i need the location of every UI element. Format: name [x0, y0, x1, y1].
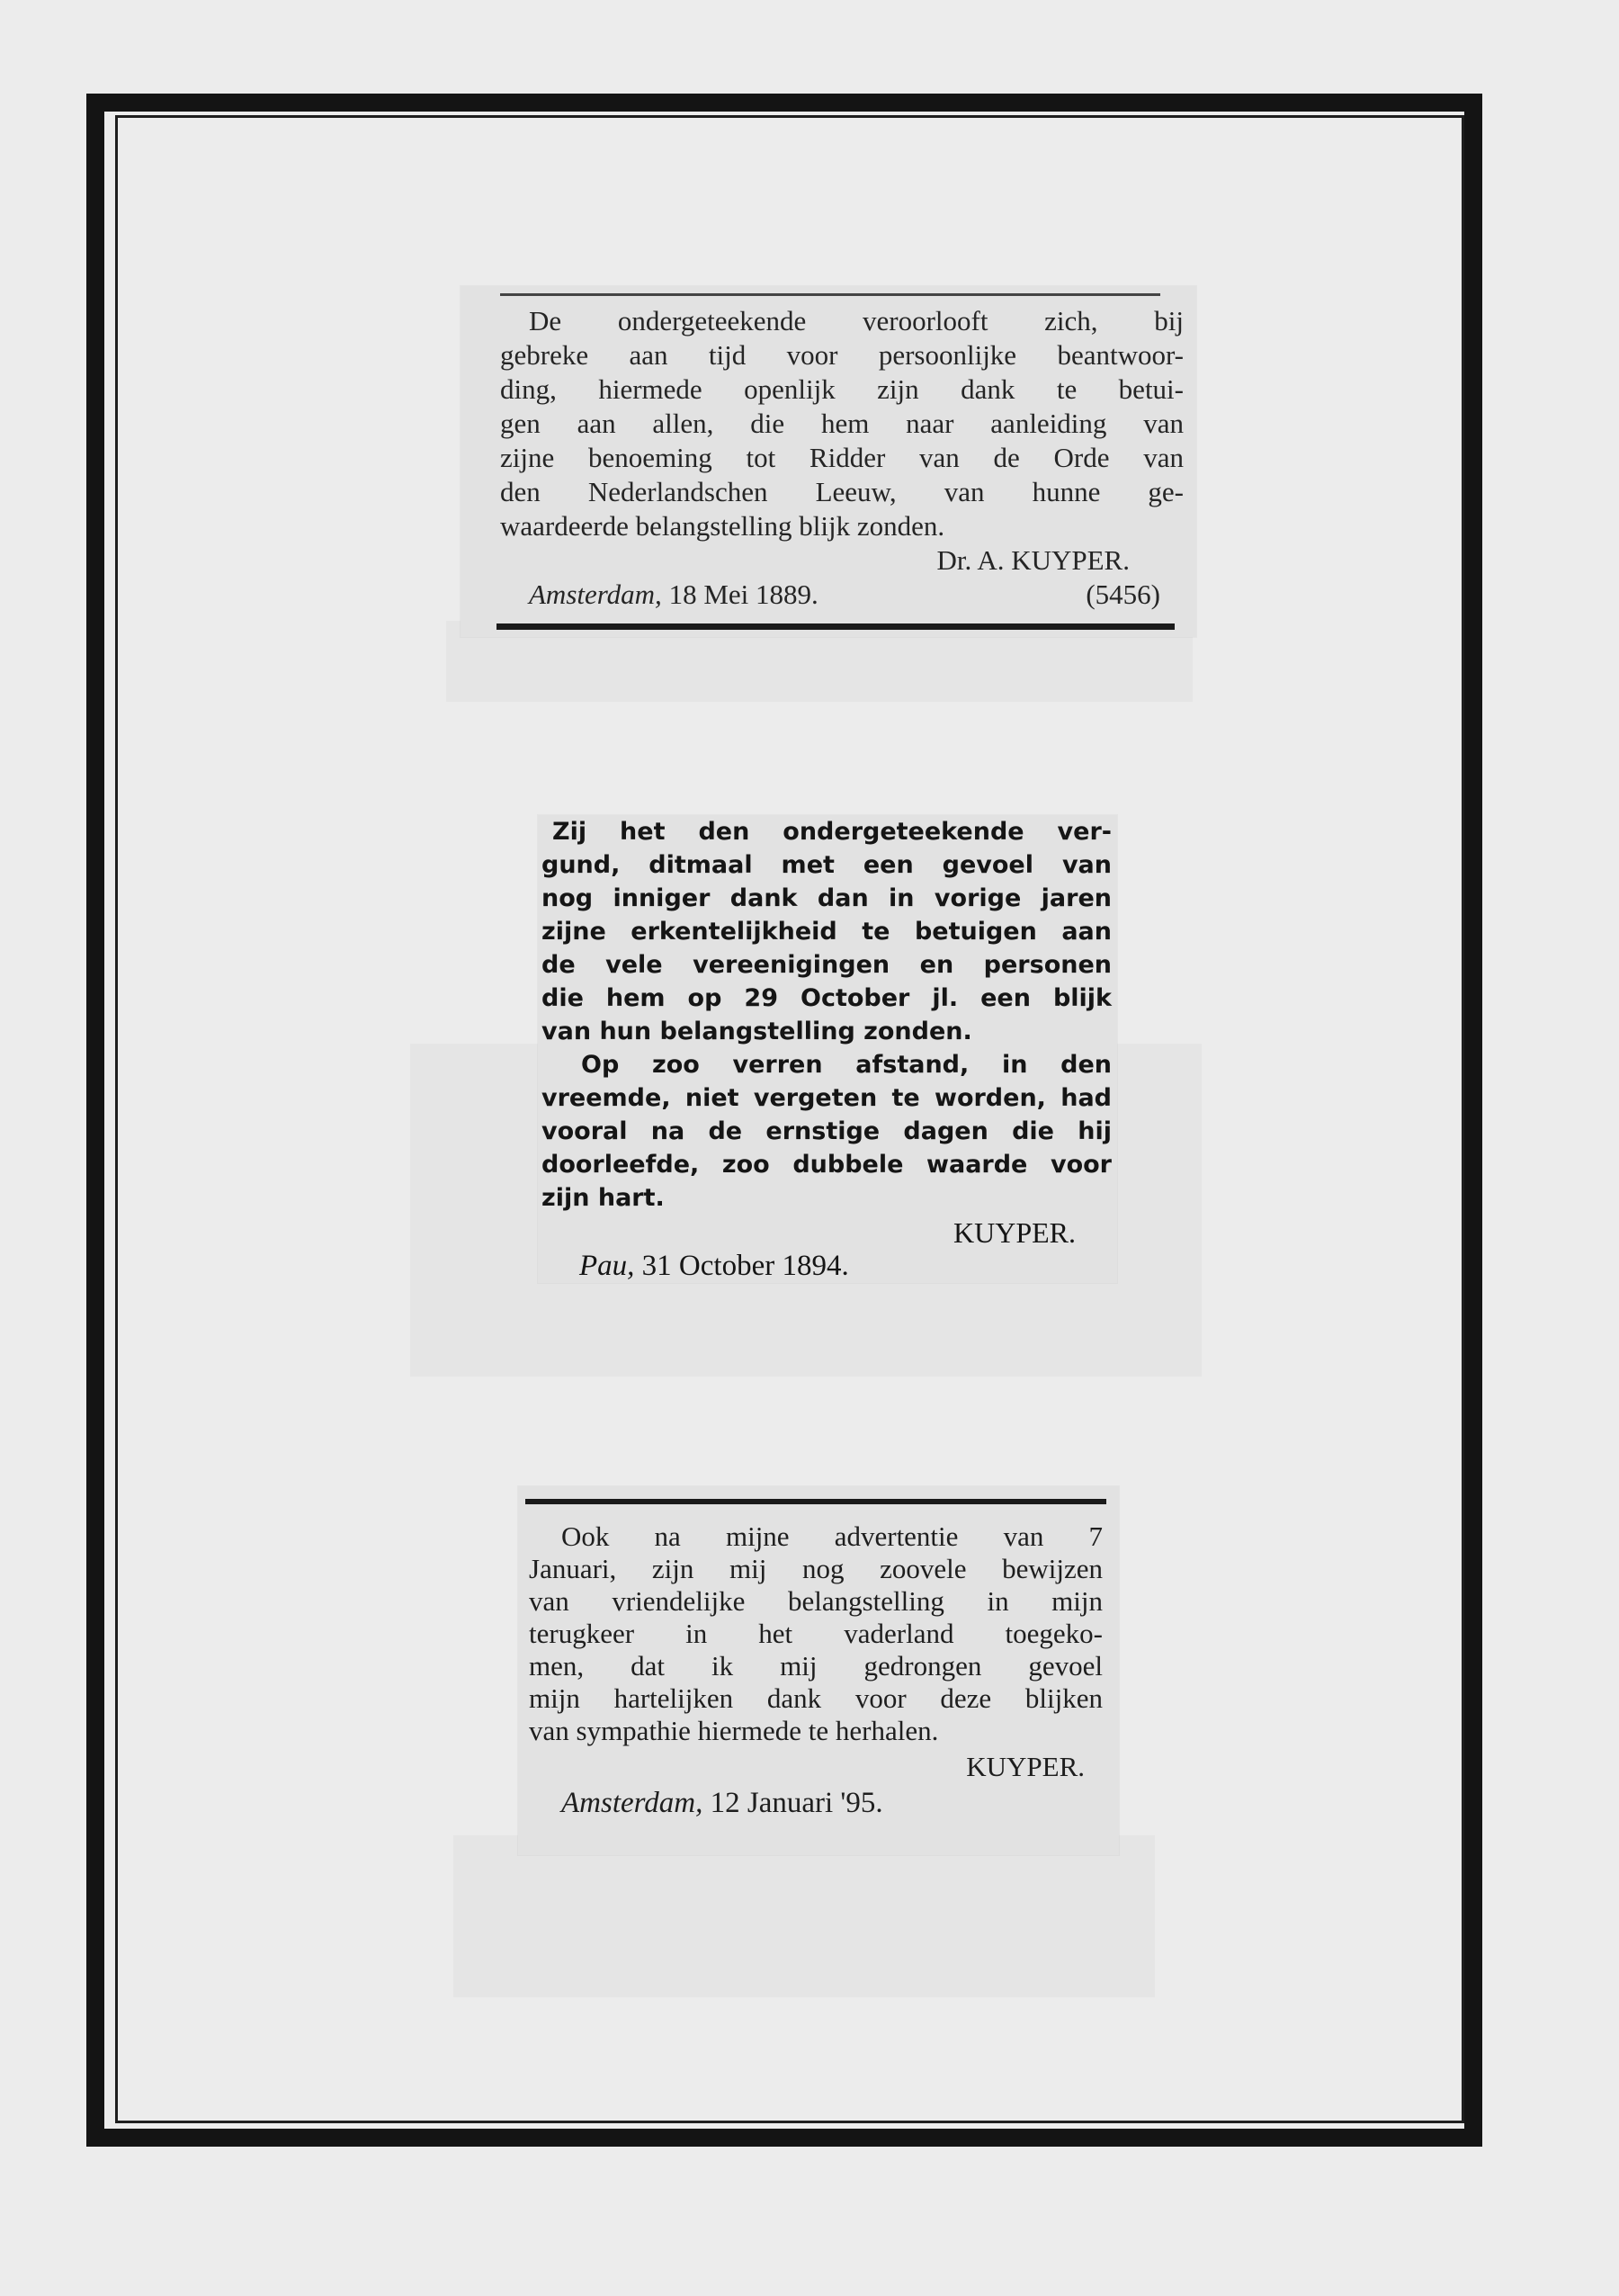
bottom-rule — [496, 623, 1175, 630]
dateline — [500, 578, 1184, 612]
date: 31 October 1894. — [641, 1250, 849, 1282]
signature: KUYPER. — [953, 1216, 1076, 1249]
text-line: men, dat ik mij gedrongen gevoel — [529, 1650, 1103, 1682]
text-line: terugkeer in het vaderland toegeko- — [529, 1618, 1103, 1649]
dateline — [529, 1787, 1103, 1819]
text-line: De ondergeteekende veroorlooft zich, bij — [529, 305, 1184, 336]
newspaper-clipping-1895 — [518, 1486, 1119, 1855]
text-line: waardeerde belangstelling blijk zonden. — [500, 510, 945, 542]
text-line: Op zoo verren afstand, in den — [581, 1051, 1112, 1079]
text-line: zijn hart. — [541, 1184, 665, 1212]
text-line: de vele vereenigingen en personen — [541, 951, 1112, 979]
text-line: ding, hiermede openlijk zijn dank te betui- — [500, 373, 1184, 405]
text-line: gebreke aan tijd voor persoonlijke beantwoor- — [500, 339, 1184, 371]
text-line: Zij het den ondergeteekende ver- — [552, 818, 1112, 846]
text-line: vreemde, niet vergeten te worden, had — [541, 1084, 1112, 1112]
text-line: zijne benoeming tot Ridder van de Orde van — [500, 442, 1184, 473]
text-line: nog inniger dank dan in vorige jaren — [541, 884, 1112, 912]
clipping-body — [500, 304, 1184, 612]
text-line: Ook na mijne advertentie van 7 — [561, 1520, 1103, 1552]
signature: KUYPER. — [966, 1751, 1085, 1782]
text-line: zijne erkentelijkheid te betuigen aan — [541, 918, 1112, 946]
text-line: mijn hartelijken dank voor deze blijken — [529, 1682, 1103, 1714]
paste-shadow — [453, 1835, 1155, 1997]
place-name: Amsterdam, — [529, 578, 662, 610]
text-line: den Nederlandschen Leeuw, van hunne ge- — [500, 476, 1184, 507]
reference-number: (5456) — [1086, 578, 1160, 610]
text-line: van sympathie hiermede te herhalen. — [529, 1715, 939, 1746]
text-line: doorleefde, zoo dubbele waarde voor — [541, 1151, 1112, 1179]
text-line: gund, ditmaal met een gevoel van — [541, 851, 1112, 879]
place-name: Pau, — [579, 1250, 635, 1282]
top-rule — [525, 1499, 1106, 1504]
text-line: van vriendelijke belangstelling in mijn — [529, 1585, 1103, 1617]
dateline — [541, 1250, 1112, 1283]
newspaper-clipping-1889 — [461, 286, 1196, 637]
date: 12 Januari '95. — [710, 1787, 883, 1819]
text-line: die hem op 29 October jl. een blijk — [541, 984, 1112, 1012]
place-name: Amsterdam, — [561, 1787, 703, 1819]
signature: Dr. A. KUYPER. — [936, 544, 1130, 576]
top-rule — [500, 293, 1160, 296]
text-line: vooral na de ernstige dagen die hij — [541, 1117, 1112, 1145]
newspaper-clipping-1894 — [538, 815, 1117, 1283]
text-line: van hun belangstelling zonden. — [541, 1018, 972, 1045]
text-line: gen aan allen, die hem naar aanleiding van — [500, 408, 1184, 439]
text-line: Januari, zijn mij nog zoovele bewijzen — [529, 1553, 1103, 1584]
date: 18 Mei 1889. — [668, 578, 818, 610]
